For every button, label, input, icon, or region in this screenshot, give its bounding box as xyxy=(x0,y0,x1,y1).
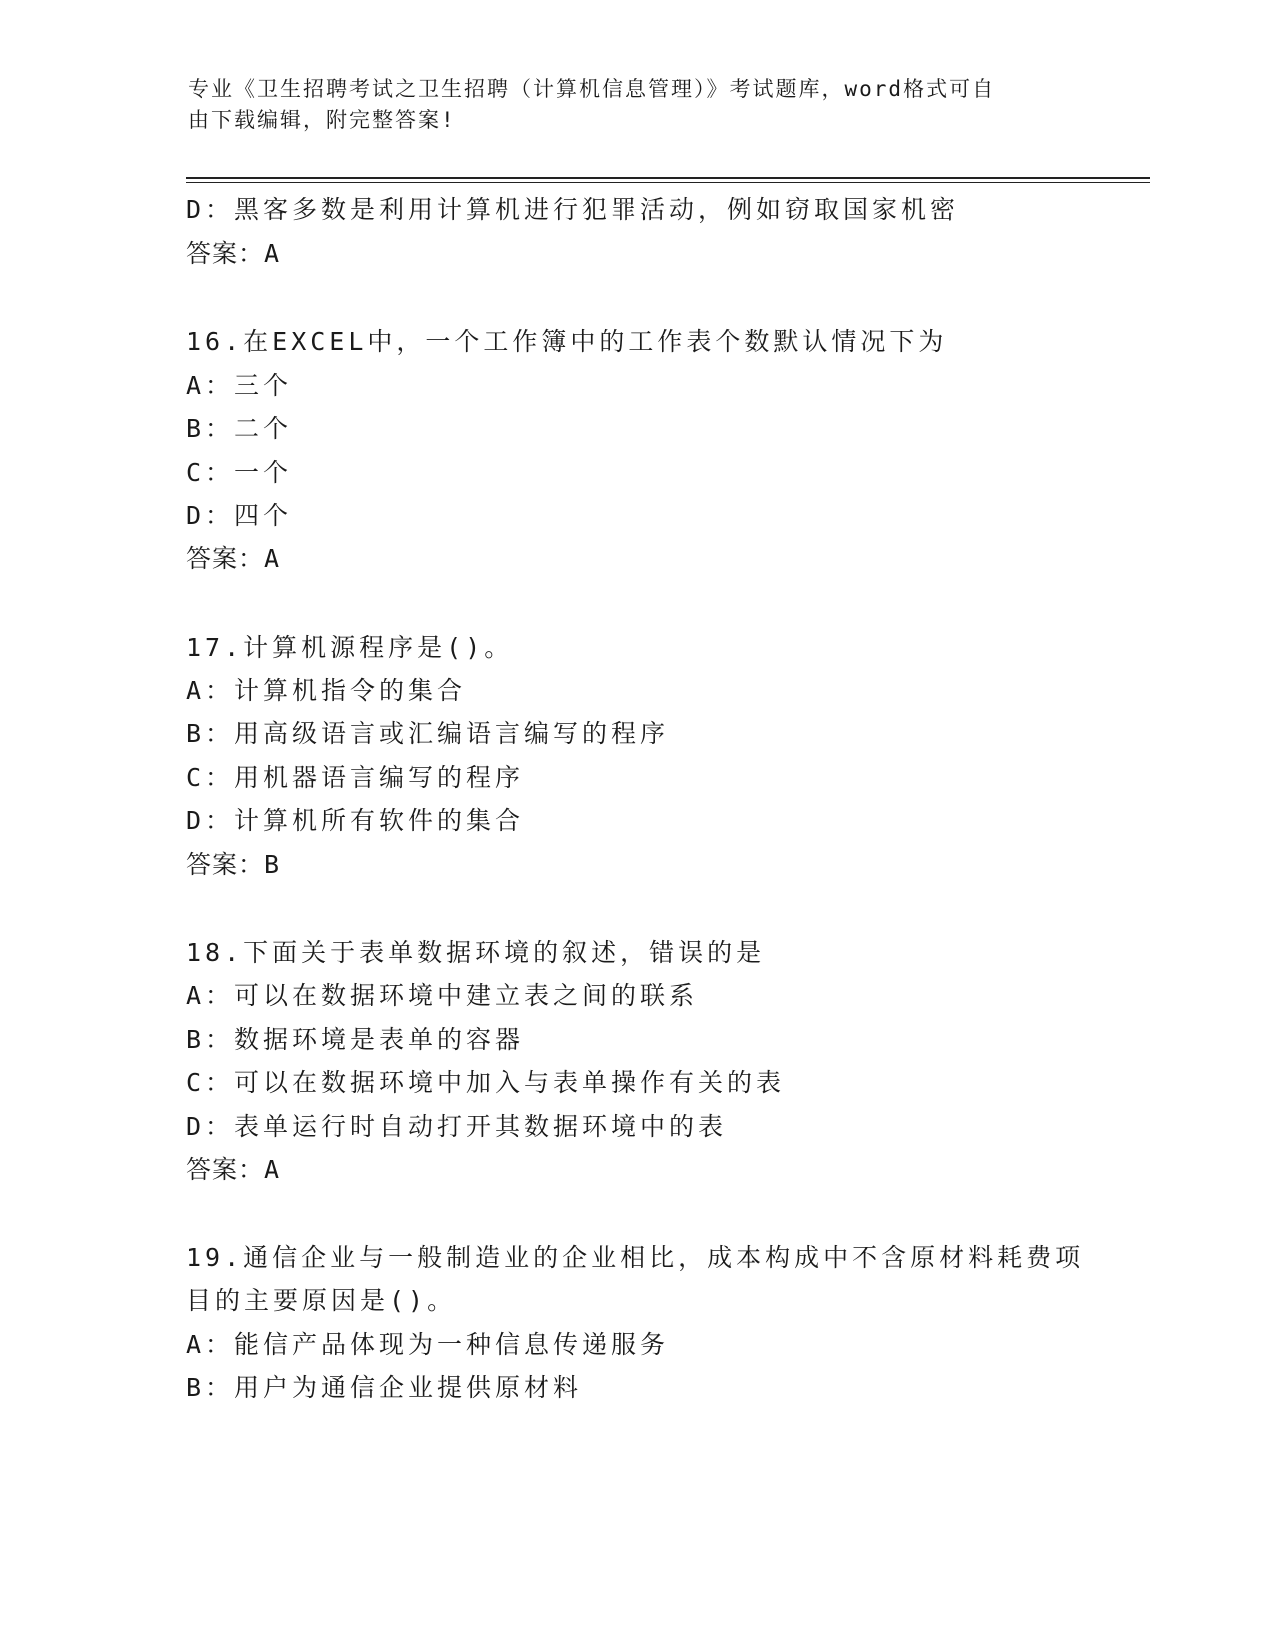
option-b: B：用户为通信企业提供原材料 xyxy=(186,1373,583,1402)
option-c: C：可以在数据环境中加入与表单操作有关的表 xyxy=(186,1068,786,1097)
option-b: B：二个 xyxy=(186,414,293,443)
option-b: B：数据环境是表单的容器 xyxy=(186,1025,525,1054)
header-line-2: 由下载编辑，附完整答案! xyxy=(188,108,456,132)
option-d: D：四个 xyxy=(186,501,293,530)
question-16: 16.在EXCEL中，一个工作簿中的工作表个数默认情况下为 xyxy=(186,327,948,356)
option-a: A：能信产品体现为一种信息传递服务 xyxy=(186,1330,670,1359)
option-c: C：用机器语言编写的程序 xyxy=(186,763,525,792)
answer-line: 答案：B xyxy=(186,850,281,879)
option-d: D：表单运行时自动打开其数据环境中的表 xyxy=(186,1112,728,1141)
header-divider-thin xyxy=(186,182,1150,183)
option-d: D：黑客多数是利用计算机进行犯罪活动，例如窃取国家机密 xyxy=(186,195,960,224)
question-19: 19.通信企业与一般制造业的企业相比，成本构成中不含原材料耗费项 xyxy=(186,1243,1085,1272)
header-line-1: 专业《卫生招聘考试之卫生招聘（计算机信息管理）》考试题库，word格式可自 xyxy=(188,77,996,101)
option-a: A：三个 xyxy=(186,371,293,400)
question-19-continued: 目的主要原因是()。 xyxy=(186,1286,457,1315)
option-a: A：计算机指令的集合 xyxy=(186,676,467,705)
answer-line: 答案：A xyxy=(186,544,281,573)
option-a: A：可以在数据环境中建立表之间的联系 xyxy=(186,981,699,1010)
option-b: B：用高级语言或汇编语言编写的程序 xyxy=(186,719,670,748)
page-header xyxy=(188,74,1068,136)
answer-line: 答案：A xyxy=(186,239,281,268)
option-d: D：计算机所有软件的集合 xyxy=(186,806,525,835)
option-c: C：一个 xyxy=(186,458,293,487)
question-17: 17.计算机源程序是()。 xyxy=(186,633,514,662)
header-divider-thick xyxy=(186,177,1150,179)
question-18: 18.下面关于表单数据环境的叙述，错误的是 xyxy=(186,938,766,967)
answer-line: 答案：A xyxy=(186,1155,281,1184)
